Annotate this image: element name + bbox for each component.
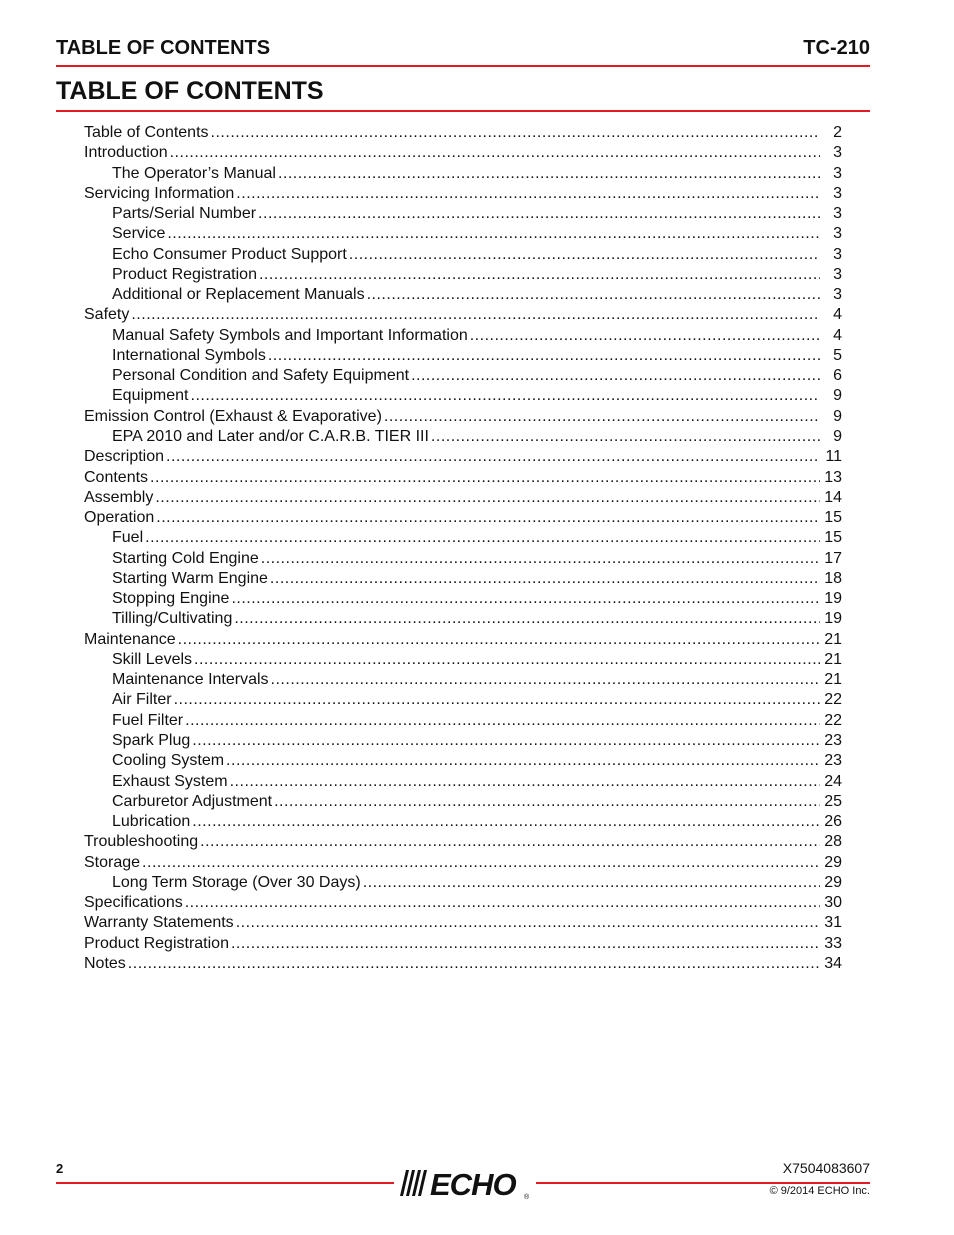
toc-entry-page: 26 — [824, 813, 842, 831]
toc-entry-title: Carburetor Adjustment — [112, 792, 273, 810]
toc-entry-title: Long Term Storage (Over 30 Days) — [112, 873, 361, 891]
toc-entry-page: 9 — [833, 427, 842, 445]
toc-entry-page: 3 — [833, 225, 842, 243]
toc-dot-leader — [431, 427, 820, 447]
toc-dot-leader — [131, 305, 820, 325]
toc-dot-leader — [192, 731, 820, 751]
toc-entry-page: 4 — [833, 326, 842, 344]
toc-dot-leader — [259, 265, 820, 285]
toc-entry[interactable] — [84, 832, 842, 852]
toc-dot-leader — [155, 488, 820, 508]
toc-entry-page: 34 — [824, 954, 842, 972]
toc-entry-title: Fuel Filter — [112, 711, 184, 729]
toc-entry-title: Description — [84, 448, 165, 466]
toc-entry-page: 5 — [833, 346, 842, 364]
toc-entry-page: 19 — [824, 590, 842, 608]
toc-entry-page: 21 — [824, 650, 842, 668]
toc-entry-page: 33 — [824, 934, 842, 952]
toc-entry-page: 24 — [824, 772, 842, 790]
toc-entry-title: Warranty Statements — [84, 914, 234, 932]
running-header — [56, 31, 870, 61]
toc-dot-leader — [367, 285, 820, 305]
toc-entry-page: 6 — [833, 367, 842, 385]
toc-entry[interactable] — [84, 549, 842, 569]
toc-entry[interactable] — [84, 265, 842, 285]
toc-entry-page: 3 — [833, 164, 842, 182]
toc-entry-page: 3 — [833, 245, 842, 263]
toc-entry[interactable] — [84, 305, 842, 325]
toc-entry[interactable] — [84, 853, 842, 873]
toc-entry-title: Fuel — [112, 529, 144, 547]
toc-entry[interactable] — [84, 386, 842, 406]
toc-entry[interactable] — [84, 609, 842, 629]
toc-dot-leader — [278, 164, 820, 184]
toc-entry-title: Notes — [84, 954, 126, 972]
toc-entry-page: 28 — [824, 833, 842, 851]
toc-entry-page: 23 — [824, 752, 842, 770]
toc-entry-page: 13 — [824, 468, 842, 486]
toc-entry[interactable] — [84, 934, 842, 954]
toc-entry-title: The Operator’s Manual — [112, 164, 276, 182]
toc-dot-leader — [258, 204, 820, 224]
toc-dot-leader — [145, 528, 820, 548]
toc-entry[interactable] — [84, 893, 842, 913]
toc-entry[interactable] — [84, 508, 842, 528]
toc-entry-title: Exhaust System — [112, 772, 228, 790]
toc-dot-leader — [156, 508, 820, 528]
toc-entry-page: 2 — [833, 124, 842, 141]
toc-dot-leader — [150, 468, 820, 488]
toc-dot-leader — [211, 123, 820, 143]
toc-entry-page: 3 — [833, 265, 842, 283]
toc-entry[interactable] — [84, 954, 842, 974]
toc-entry-title: International Symbols — [112, 346, 266, 364]
toc-dot-leader — [411, 366, 820, 386]
toc-dot-leader — [384, 407, 820, 427]
toc-entry-page: 3 — [833, 144, 842, 162]
toc-entry-page: 23 — [824, 731, 842, 749]
toc-entry[interactable] — [84, 184, 842, 204]
toc-entry-page: 15 — [824, 529, 842, 547]
toc-entry-title: Servicing Information — [84, 184, 235, 202]
toc-entry-title: Starting Warm Engine — [112, 569, 268, 587]
toc-entry-page: 9 — [833, 387, 842, 405]
toc-entry-title: Safety — [84, 306, 130, 324]
toc-dot-leader — [268, 346, 820, 366]
toc-entry-title: Maintenance Intervals — [112, 671, 269, 689]
toc-dot-leader — [261, 549, 820, 569]
toc-entry[interactable] — [84, 913, 842, 933]
toc-entry-title: Equipment — [112, 387, 189, 405]
toc-entry-title: Tilling/Cultivating — [112, 610, 233, 628]
toc-entry-title: Echo Consumer Product Support — [112, 245, 347, 263]
toc-entry[interactable] — [84, 285, 842, 305]
header-section-title: TABLE OF CONTENTS — [56, 37, 271, 59]
toc-entry-title: Service — [112, 225, 166, 243]
toc-dot-leader — [234, 609, 820, 629]
toc-dot-leader — [271, 670, 820, 690]
toc-entry[interactable] — [84, 407, 842, 427]
toc-entry-page: 29 — [824, 873, 842, 891]
toc-dot-leader — [174, 690, 820, 710]
toc-dot-leader — [191, 386, 821, 406]
toc-dot-leader — [231, 934, 820, 954]
toc-entry[interactable] — [84, 690, 842, 710]
toc-entry-page: 11 — [825, 448, 842, 466]
toc-entry-title: Table of Contents — [84, 124, 209, 141]
toc-entry-page: 17 — [824, 549, 842, 567]
toc-dot-leader — [192, 812, 820, 832]
toc-entry-page: 29 — [824, 853, 842, 871]
toc-entry[interactable] — [84, 670, 842, 690]
toc-dot-leader — [349, 245, 820, 265]
footer-rule-right — [536, 1182, 870, 1184]
toc-entry-title: Air Filter — [112, 691, 172, 709]
toc-entry-title: Introduction — [84, 144, 168, 162]
toc-entry-page: 4 — [833, 306, 842, 324]
toc-entry[interactable] — [84, 366, 842, 386]
footer-rule-left — [56, 1182, 394, 1184]
toc-entry[interactable] — [84, 873, 842, 893]
toc-dot-leader — [166, 447, 820, 467]
toc-entry[interactable] — [84, 488, 842, 508]
toc-entry-page: 21 — [824, 630, 842, 648]
footer-page-number: 2 — [56, 1161, 64, 1176]
logo-wordmark: ECHO — [430, 1167, 516, 1200]
toc-dot-leader — [363, 873, 820, 893]
document-number: X7504083607 — [782, 1160, 870, 1176]
toc-entry-title: Personal Condition and Safety Equipment — [112, 367, 410, 385]
toc-entry[interactable] — [84, 792, 842, 812]
toc-entry[interactable] — [84, 589, 842, 609]
toc-entry-title: Contents — [84, 468, 149, 486]
toc-dot-leader — [178, 630, 820, 650]
toc-entry-title: Storage — [84, 853, 141, 871]
toc-entry-title: Product Registration — [112, 265, 257, 283]
toc-entry-title: Assembly — [84, 488, 154, 506]
toc-entry[interactable] — [84, 650, 842, 670]
toc-entry-page: 18 — [824, 569, 842, 587]
toc-dot-leader — [470, 326, 820, 346]
toc-entry-title: Lubrication — [112, 813, 191, 831]
toc-entry[interactable] — [84, 164, 842, 184]
toc-entry-title: Product Registration — [84, 934, 229, 952]
toc-entry[interactable] — [84, 224, 842, 244]
toc-dot-leader — [142, 853, 820, 873]
echo-logo — [396, 1166, 534, 1200]
toc-entry[interactable] — [84, 468, 842, 488]
toc-entry-title: Additional or Replacement Manuals — [112, 286, 365, 304]
toc-entry[interactable] — [84, 245, 842, 265]
svg-text:®: ® — [524, 1194, 530, 1200]
toc-dot-leader — [270, 569, 820, 589]
toc-dot-leader — [170, 143, 820, 163]
header-model-number: TC-210 — [803, 37, 870, 59]
toc-entry-page: 3 — [833, 205, 842, 223]
toc-dot-leader — [128, 954, 820, 974]
toc-entry-page: 9 — [833, 407, 842, 425]
toc-entry-title: Manual Safety Symbols and Important Information — [112, 326, 468, 344]
toc-dot-leader — [200, 832, 820, 852]
toc-entry[interactable] — [84, 731, 842, 751]
toc-entry-page: 3 — [833, 286, 842, 304]
toc-entry-page: 22 — [824, 711, 842, 729]
toc-entry-title: Operation — [84, 509, 155, 527]
toc-dot-leader — [236, 913, 820, 933]
toc-dot-leader — [230, 772, 820, 792]
toc-entry[interactable] — [84, 123, 842, 143]
toc-entry-page: 3 — [833, 184, 842, 202]
page-title: TABLE OF CONTENTS — [56, 77, 324, 105]
toc-entry[interactable] — [84, 204, 842, 224]
toc-entry[interactable] — [84, 447, 842, 467]
toc-entry-page: 25 — [824, 792, 842, 810]
header-divider — [56, 65, 870, 67]
copyright-notice: © 9/2014 ECHO Inc. — [769, 1185, 870, 1197]
toc-entry[interactable] — [84, 569, 842, 589]
toc-entry[interactable] — [84, 751, 842, 771]
table-of-contents — [84, 123, 842, 974]
toc-entry[interactable] — [84, 528, 842, 548]
toc-dot-leader — [274, 792, 820, 812]
toc-entry[interactable] — [84, 630, 842, 650]
toc-entry-page: 31 — [824, 914, 842, 932]
title-divider — [56, 110, 870, 112]
toc-entry-title: Starting Cold Engine — [112, 549, 259, 567]
toc-entry-title: Parts/Serial Number — [112, 205, 257, 223]
toc-entry[interactable] — [84, 772, 842, 792]
toc-dot-leader — [226, 751, 820, 771]
toc-entry-page: 15 — [824, 509, 842, 527]
toc-entry-title: Maintenance — [84, 630, 176, 648]
toc-entry-page: 21 — [824, 671, 842, 689]
toc-entry[interactable] — [84, 346, 842, 366]
toc-entry-page: 19 — [824, 610, 842, 628]
toc-entry-title: Cooling System — [112, 752, 225, 770]
toc-entry-page: 30 — [824, 894, 842, 912]
toc-entry-page: 14 — [824, 488, 842, 506]
toc-dot-leader — [236, 184, 820, 204]
toc-entry-title: Stopping Engine — [112, 590, 230, 608]
toc-dot-leader — [185, 711, 820, 731]
toc-dot-leader — [185, 893, 820, 913]
toc-entry[interactable] — [84, 711, 842, 731]
toc-entry-title: EPA 2010 and Later and/or C.A.R.B. TIER III — [112, 427, 429, 445]
toc-dot-leader — [194, 650, 820, 670]
toc-dot-leader — [231, 589, 820, 609]
toc-entry[interactable] — [84, 326, 842, 346]
toc-dot-leader — [167, 224, 820, 244]
toc-entry[interactable] — [84, 427, 842, 447]
toc-entry-title: Troubleshooting — [84, 833, 199, 851]
toc-entry[interactable] — [84, 143, 842, 163]
toc-entry-title: Emission Control (Exhaust & Evaporative) — [84, 407, 382, 425]
toc-entry-page: 22 — [824, 691, 842, 709]
toc-entry-title: Specifications — [84, 894, 183, 912]
toc-entry-title: Skill Levels — [112, 650, 193, 668]
toc-entry-title: Spark Plug — [112, 731, 191, 749]
toc-entry[interactable] — [84, 812, 842, 832]
